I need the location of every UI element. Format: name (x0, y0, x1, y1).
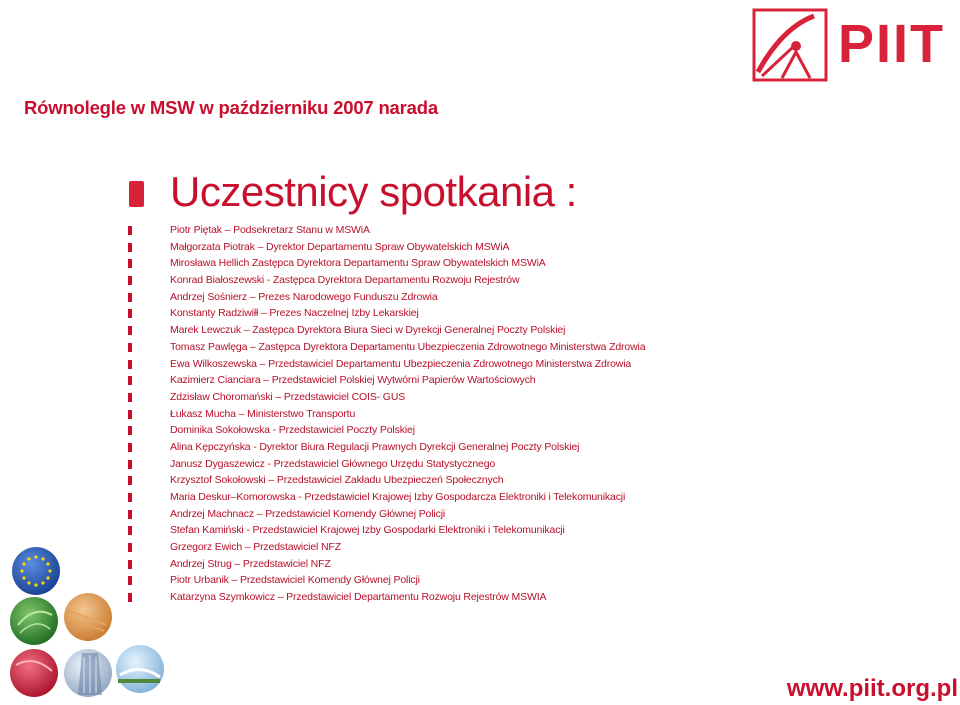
bullet-icon (128, 226, 132, 235)
bullet-icon (128, 293, 132, 302)
participant-text: Tomasz Pawlęga – Zastępca Dyrektora Departamentu Ubezpieczenia Zdrowotnego Ministerstwa Zdrowia (170, 340, 646, 353)
list-item (0, 255, 760, 272)
participant-text: Piotr Piętak – Podsekretarz Stanu w MSWiA (170, 224, 370, 236)
bullet-icon (128, 360, 132, 369)
bullet-icon (128, 410, 132, 419)
bullet-icon (128, 526, 132, 535)
participant-text: Mirosława Hellich Zastępca Dyrektora Departamentu Spraw Obywatelskich MSWiA (170, 257, 546, 270)
participant-text: Katarzyna Szymkowicz – Przedstawiciel Departamentu Rozwoju Rejestrów MSWIA (170, 591, 547, 604)
bullet-icon (128, 510, 132, 519)
participant-text: Małgorzata Piotrak – Dyrektor Departamentu Spraw Obywatelskich MSWiA (170, 240, 510, 253)
bullet-icon (128, 343, 132, 352)
list-item (0, 422, 760, 439)
participant-text: Piotr Urbanik – Przedstawiciel Komendy Głównej Policji (170, 574, 420, 587)
list-item (0, 372, 760, 389)
participant-text: Maria Deskur–Komorowska - Przedstawiciel Krajowej Izby Gospodarcza Elektroniki i Telekomunikacji (170, 491, 626, 503)
bullet-icon (128, 376, 132, 385)
participant-text: Dominika Sokołowska - Przedstawiciel Poczty Polskiej (170, 424, 415, 437)
bullet-icon (128, 426, 132, 435)
participant-text: Konstanty Radziwiłł – Prezes Naczelnej Izby Lekarskiej (170, 307, 419, 320)
participant-text: Stefan Kamiński - Przedstawiciel Krajowej Izby Gospodarki Elektroniki i Telekomunikacji (170, 524, 565, 537)
bullet-icon (128, 309, 132, 318)
participant-text: Alina Kępczyńska - Dyrektor Biura Regulacji Prawnych Dyrekcji Generalnej Poczty Polskiej (170, 440, 580, 453)
list-item (0, 322, 760, 339)
list-item (0, 506, 760, 523)
participant-text: Zdzisław Choromański – Przedstawiciel COIS- GUS (170, 390, 406, 403)
participant-text: Andrzej Sośnierz – Prezes Narodowego Funduszu Zdrowia (170, 290, 438, 303)
list-item (0, 356, 760, 373)
logo-text: PIIT (838, 14, 946, 74)
participant-text: Andrzej Strug – Przedstawiciel NFZ (170, 557, 331, 570)
bullet-icon (128, 476, 132, 485)
list-item (0, 406, 760, 423)
bullet-icon (128, 493, 132, 502)
bullet-icon (128, 443, 132, 452)
participant-text: Łukasz Mucha – Ministerstwo Transportu (170, 407, 356, 420)
decorative-photo-collage-icon (8, 545, 168, 703)
bullet-icon (128, 326, 132, 335)
participant-text: Marek Lewczuk – Zastępca Dyrektora Biura Sieci w Dyrekcji Generalnej Poczty Polskiej (170, 324, 566, 337)
list-item (0, 272, 760, 289)
list-item (0, 522, 760, 539)
slide-title: Uczestnicy spotkania : (170, 168, 577, 215)
list-item (0, 222, 760, 239)
participant-text: Andrzej Machnacz – Przedstawiciel Komendy Głównej Policji (170, 507, 446, 520)
bullet-icon (128, 276, 132, 285)
list-item (0, 489, 760, 506)
participant-text: Krzysztof Sokołowski – Przedstawiciel Zakładu Ubezpieczeń Społecznych (170, 474, 504, 487)
participant-text: Ewa Wilkoszewska – Przedstawiciel Departamentu Ubezpieczenia Zdrowotnego Ministerstwa Zdrowia (170, 357, 632, 370)
bullet-icon (128, 393, 132, 402)
list-item (0, 456, 760, 473)
list-item (0, 389, 760, 406)
title-bullet (129, 181, 144, 207)
bullet-icon (128, 259, 132, 268)
list-item (0, 472, 760, 489)
slide-subtitle: Równolegle w MSW w październiku 2007 narada (24, 97, 438, 118)
list-item (0, 439, 760, 456)
participant-text: Konrad Białoszewski - Zastępca Dyrektora Departamentu Rozwoju Rejestrów (170, 274, 520, 287)
participant-text: Grzegorz Ewich – Przedstawiciel NFZ (170, 541, 341, 554)
bullet-icon (128, 243, 132, 252)
participant-text: Janusz Dygaszewicz - Przedstawiciel Głównego Urzędu Statystycznego (170, 457, 496, 470)
list-item (0, 305, 760, 322)
participant-text: Kazimierz Cianciara – Przedstawiciel Polskiej Wytwórni Papierów Wartościowych (170, 374, 536, 387)
footer-url[interactable]: www.piit.org.pl (786, 675, 958, 702)
list-item (0, 339, 760, 356)
list-item (0, 239, 760, 256)
bullet-icon (128, 460, 132, 469)
list-item (0, 289, 760, 306)
